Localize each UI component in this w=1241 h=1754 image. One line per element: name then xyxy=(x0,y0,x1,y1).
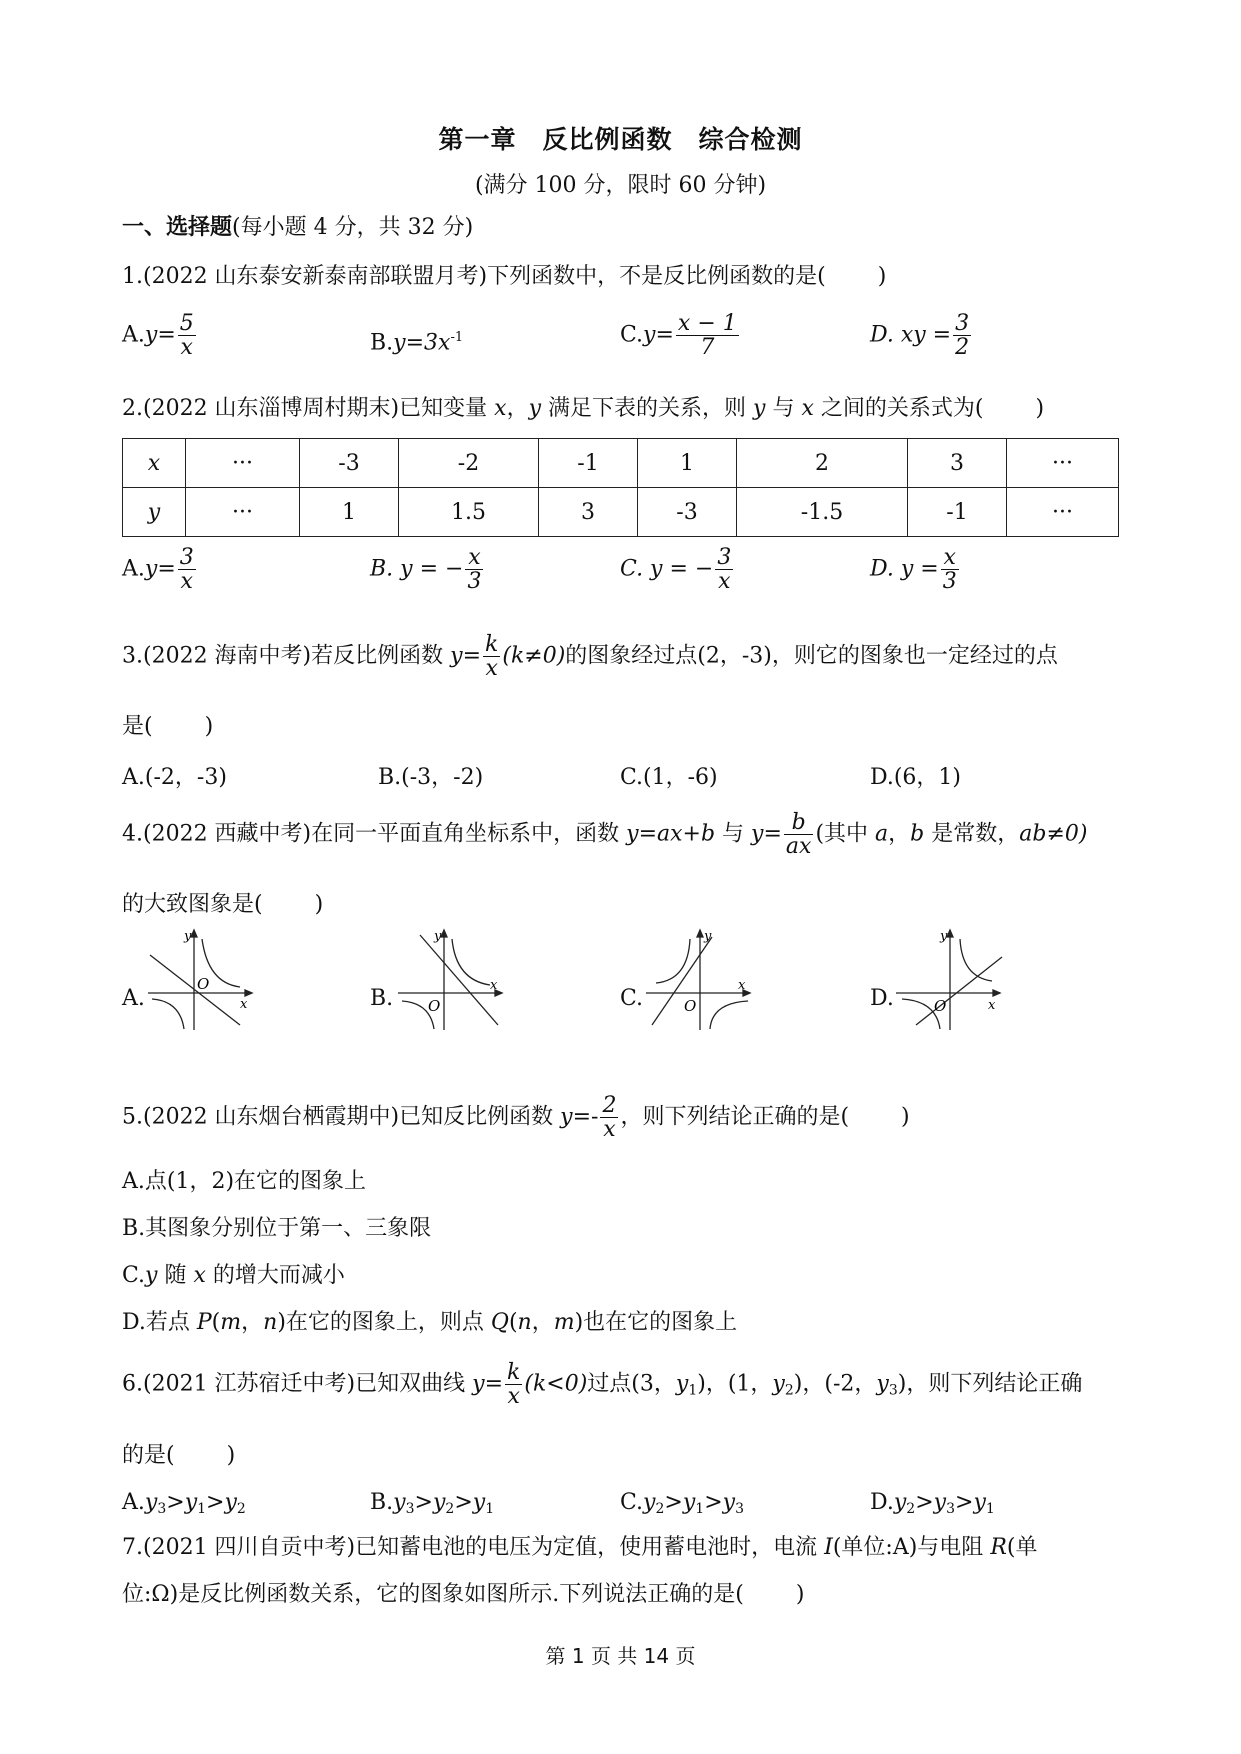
text: ， xyxy=(506,396,529,421)
section-note: (每小题 4 分，共 32 分) xyxy=(232,215,474,240)
denominator: 3 xyxy=(467,569,482,595)
question-5-option-a: A.点(1，2)在它的图象上 xyxy=(122,1169,367,1194)
denominator: x xyxy=(485,656,498,682)
table-row xyxy=(123,488,1119,537)
gt: > xyxy=(454,1490,473,1515)
var-n: n xyxy=(517,1310,532,1335)
gt: > xyxy=(166,1490,185,1515)
var-m: m xyxy=(553,1310,575,1335)
subscript: 2 xyxy=(906,1501,916,1517)
table-cell: 1.5 xyxy=(399,488,539,537)
numerator: 5 xyxy=(179,311,194,336)
question-2-option-c xyxy=(620,546,735,593)
gt: > xyxy=(414,1490,433,1515)
axis-x-label: x xyxy=(490,978,498,993)
text: 与 xyxy=(715,821,752,847)
table-cell: 3 xyxy=(908,439,1007,488)
question-1-option-d xyxy=(870,312,973,359)
option-label: B. xyxy=(370,330,394,356)
question-1-stem xyxy=(122,262,886,292)
question-3-stem xyxy=(122,633,1058,680)
section-heading xyxy=(122,210,473,241)
xy-table xyxy=(122,438,1119,537)
denominator: x xyxy=(718,569,731,595)
subscript: 1 xyxy=(695,1501,705,1517)
var-r: R xyxy=(990,1535,1007,1560)
text: ) xyxy=(901,1104,910,1130)
table-cell: -1 xyxy=(908,488,1007,537)
text: ， xyxy=(531,1310,554,1335)
axis-x-label: x xyxy=(240,997,248,1012)
option-label: D xyxy=(870,322,887,348)
var-y: y xyxy=(144,1490,158,1515)
denominator: x xyxy=(180,335,193,361)
question-3-option-b: B.(-3，-2) xyxy=(378,765,484,790)
question-2-stem xyxy=(122,394,1044,424)
numerator: 2 xyxy=(602,1093,617,1118)
question-1-option-a xyxy=(122,312,198,359)
var-y: y xyxy=(393,1490,406,1515)
text: )也在它的图象上 xyxy=(574,1310,738,1335)
page-title: 第一章 反比例函数 综合检测 xyxy=(438,125,803,154)
fraction xyxy=(953,312,971,359)
denominator: ax xyxy=(785,834,812,860)
table-cell: ··· xyxy=(186,439,300,488)
question-2-option-b xyxy=(370,546,485,593)
text: ( xyxy=(211,1310,221,1335)
subscript: 3 xyxy=(946,1501,956,1517)
question-3-option-a: A.(-2，-3) xyxy=(122,765,227,790)
numerator: 3 xyxy=(955,311,970,336)
denominator: x xyxy=(603,1117,616,1143)
text: 7.(2021 四川自贡中考)已知蓄电池的电压为定值，使用蓄电池时，电流 xyxy=(122,1535,825,1560)
option-label: A. xyxy=(122,556,145,582)
fraction xyxy=(465,546,483,593)
denominator: 7 xyxy=(700,335,715,361)
denominator: x xyxy=(180,569,193,595)
table-cell: ··· xyxy=(1007,488,1119,537)
numerator: 3 xyxy=(717,545,732,570)
text: 位:Ω)是反比例函数关系，它的图象如图所示.下列说法正确的是( xyxy=(122,1582,744,1607)
var-y: y xyxy=(184,1490,198,1515)
table-cell: ··· xyxy=(186,488,300,537)
text: ) xyxy=(226,1443,236,1468)
var-y: y xyxy=(450,643,463,669)
var-y: y xyxy=(753,396,766,421)
text: 随 xyxy=(157,1263,194,1288)
subscript: 2 xyxy=(784,1382,794,1399)
var-y: y xyxy=(751,821,764,847)
origin-label: O xyxy=(197,975,210,993)
text: =- xyxy=(572,1104,599,1130)
fraction xyxy=(483,633,500,680)
text: ) xyxy=(795,1582,805,1607)
graph-c xyxy=(638,925,758,1035)
option-label: C. xyxy=(620,1490,644,1515)
option-text: . y = − xyxy=(636,556,714,582)
subscript: 3 xyxy=(888,1382,898,1399)
var-y: y xyxy=(145,1263,158,1288)
table-cell xyxy=(123,439,186,488)
question-3-option-c: C.(1，-6) xyxy=(620,765,718,790)
var-y: y xyxy=(933,1490,947,1515)
gt: > xyxy=(955,1490,974,1515)
option-label: A. xyxy=(122,322,145,348)
text: = xyxy=(462,643,482,669)
option-text: . xy = xyxy=(886,322,952,348)
graph-label-c: C. xyxy=(620,986,644,1011)
text: 的大致图象是( xyxy=(122,892,263,917)
question-1-close: ) xyxy=(877,264,887,289)
cell-text: y xyxy=(147,499,161,525)
option-label: B xyxy=(370,556,387,582)
question-7-line1 xyxy=(122,1533,1037,1563)
question-6-option-d xyxy=(870,1490,995,1517)
var-x: x xyxy=(801,396,814,421)
gt: > xyxy=(664,1490,683,1515)
numerator: 3 xyxy=(179,545,194,570)
text: ， xyxy=(241,1310,264,1335)
var-y: y xyxy=(560,1104,573,1130)
origin-label: O xyxy=(934,997,947,1015)
option-label: C. xyxy=(620,322,644,348)
origin-label: O xyxy=(428,997,441,1015)
text: )，(-2， xyxy=(793,1371,877,1397)
var-y: y xyxy=(893,1490,907,1515)
text: ， xyxy=(888,821,911,847)
var-y: y xyxy=(973,1490,986,1515)
axis-x-label: x xyxy=(988,998,996,1013)
denominator: 2 xyxy=(955,335,970,361)
var-y: y xyxy=(643,1490,656,1515)
text: ) xyxy=(1035,396,1045,421)
denominator: x xyxy=(507,1384,520,1410)
axis-y-label: y xyxy=(184,929,192,944)
option-label: A. xyxy=(122,1490,145,1515)
option-label: C xyxy=(620,556,637,582)
var-i: I xyxy=(824,1535,833,1560)
question-5-option-b: B.其图象分别位于第一、三象限 xyxy=(122,1216,432,1241)
subscript: 1 xyxy=(688,1382,698,1399)
text: )，(1， xyxy=(697,1371,773,1397)
option-text: . y = − xyxy=(386,556,464,582)
subscript: 2 xyxy=(655,1501,665,1517)
numerator: k xyxy=(485,632,499,657)
table-cell: -3 xyxy=(300,439,399,488)
section-title: 一、选择题 xyxy=(122,215,233,240)
text: ) xyxy=(314,892,324,917)
var-b: b xyxy=(910,821,925,847)
option-var: y xyxy=(643,322,656,348)
var-p: P xyxy=(196,1310,212,1335)
table-cell: -3 xyxy=(638,488,737,537)
text: 是常数， xyxy=(924,821,1020,847)
var-y: y xyxy=(528,396,542,421)
text: 过点(3， xyxy=(587,1371,676,1397)
var-y: y xyxy=(432,1490,446,1515)
subscript: 1 xyxy=(197,1501,207,1517)
page-footer: 第 1 页 共 14 页 xyxy=(545,1644,696,1668)
subscript: 1 xyxy=(485,1501,495,1517)
var-y: y xyxy=(876,1371,889,1397)
text: ，则下列结论正确的是( xyxy=(620,1104,850,1130)
var-m: m xyxy=(220,1310,242,1335)
var-x: x xyxy=(193,1263,206,1288)
text: C. xyxy=(122,1263,146,1288)
table-cell: ··· xyxy=(1007,439,1119,488)
subscript: 3 xyxy=(405,1501,415,1517)
question-1-text: 1.(2022 山东泰安新泰南部联盟月考)下列函数中，不是反比例函数的是( xyxy=(122,264,826,289)
gt: > xyxy=(915,1490,934,1515)
table-cell: -2 xyxy=(399,439,539,488)
text: = xyxy=(763,821,782,847)
numerator: x xyxy=(941,546,959,570)
graph-label-b: B. xyxy=(370,986,394,1011)
text: D.若点 xyxy=(122,1310,197,1335)
text: 4.(2022 西藏中考)在同一平面直角坐标系中，函数 xyxy=(122,821,627,847)
subscript: 3 xyxy=(157,1501,167,1517)
subscript: 1 xyxy=(985,1501,995,1517)
question-6-line2 xyxy=(122,1441,235,1471)
table-cell: 1 xyxy=(638,439,737,488)
axis-y-label: y xyxy=(940,929,948,944)
text: 5.(2022 山东烟台栖霞期中)已知反比例函数 xyxy=(122,1104,561,1130)
option-eq: = xyxy=(655,322,674,348)
text: 3.(2022 海南中考)若反比例函数 xyxy=(122,643,451,669)
axis-y-label: y xyxy=(704,929,712,944)
graph-d xyxy=(888,925,1008,1035)
table-cell xyxy=(123,488,186,537)
fraction xyxy=(676,312,739,359)
var-y: y xyxy=(472,1490,486,1515)
question-2-option-d xyxy=(870,546,961,593)
var-q: Q xyxy=(490,1310,509,1335)
origin-label: O xyxy=(684,997,697,1015)
question-6-option-a xyxy=(122,1490,246,1517)
text: )，则下列结论正确 xyxy=(897,1371,1083,1397)
var-a: a xyxy=(875,821,889,847)
text: 6.(2021 江苏宿迁中考)已知双曲线 xyxy=(122,1371,473,1397)
subscript: 2 xyxy=(445,1501,455,1517)
graph-label-a: A. xyxy=(122,986,145,1011)
gt: > xyxy=(206,1490,225,1515)
option-eq: = xyxy=(157,322,176,348)
var-y: y xyxy=(682,1490,696,1515)
numerator: x − 1 xyxy=(677,311,737,336)
graph-a xyxy=(140,925,260,1035)
question-6-stem xyxy=(122,1361,1082,1408)
question-4-line2 xyxy=(122,890,323,920)
option-label: B. xyxy=(370,1490,394,1515)
axis-x-label: x xyxy=(738,978,746,993)
table-cell: 3 xyxy=(539,488,638,537)
text: 的增大而减小 xyxy=(205,1263,345,1288)
table-cell: -1 xyxy=(539,439,638,488)
question-4-stem xyxy=(122,811,1087,858)
option-label: D xyxy=(870,556,887,582)
question-3-option-d: D.(6，1) xyxy=(870,765,962,790)
numerator: k xyxy=(507,1360,521,1385)
fraction xyxy=(178,312,196,359)
numerator: x xyxy=(465,546,483,570)
text: ( xyxy=(508,1310,518,1335)
var-x: x xyxy=(494,396,507,421)
text: ) xyxy=(204,714,214,739)
axis-y-label: y xyxy=(434,929,442,944)
graph-b xyxy=(390,925,510,1035)
text: 之间的关系式为( xyxy=(813,396,984,421)
text: 2.(2022 山东淄博周村期末)已知变量 xyxy=(122,396,495,421)
subscript: 3 xyxy=(735,1501,744,1517)
var-y: y xyxy=(675,1371,689,1397)
fraction xyxy=(941,546,959,593)
text: 是( xyxy=(122,714,153,739)
text: )在它的图象上，则点 xyxy=(277,1310,491,1335)
var-y: y xyxy=(722,1490,736,1515)
table-cell: 1 xyxy=(300,488,399,537)
question-5-option-d xyxy=(122,1305,737,1336)
option-sup: -1 xyxy=(450,330,464,345)
table-cell: -1.5 xyxy=(737,488,908,537)
fraction xyxy=(600,1094,618,1141)
question-7-line2 xyxy=(122,1580,804,1610)
var-y: y xyxy=(472,1371,485,1397)
text: 与 xyxy=(765,396,802,421)
option-label: D. xyxy=(870,1490,894,1515)
condition: (k≠0) xyxy=(502,643,566,669)
condition: ab≠0) xyxy=(1019,821,1088,847)
option-text: y=3x xyxy=(393,330,451,356)
option-text: . y = xyxy=(886,556,939,582)
text: = xyxy=(484,1371,504,1397)
question-5-stem xyxy=(122,1094,910,1141)
text: (其中 xyxy=(815,821,876,847)
var-n: n xyxy=(263,1310,278,1335)
page-subtitle: (满分 100 分，限时 60 分钟) xyxy=(474,173,767,198)
question-5-option-c xyxy=(122,1258,345,1289)
graph-label-d: D. xyxy=(870,986,894,1011)
option-var: y xyxy=(144,556,158,582)
option-eq: = xyxy=(157,556,176,582)
denominator: 3 xyxy=(942,569,957,595)
gt: > xyxy=(704,1490,723,1515)
fraction xyxy=(505,1361,522,1408)
text: (单 xyxy=(1006,1535,1038,1560)
var-y: y xyxy=(772,1371,785,1397)
formula: y=ax+b xyxy=(626,821,716,847)
numerator: b xyxy=(784,811,814,835)
var-y: y xyxy=(224,1490,237,1515)
text: (单位:A)与电阻 xyxy=(832,1535,991,1560)
table-cell: 2 xyxy=(737,439,908,488)
subscript: 2 xyxy=(236,1501,246,1517)
table-row xyxy=(123,439,1119,488)
condition: (k<0) xyxy=(524,1371,588,1397)
text: 的图象经过点(2，-3)，则它的图象也一定经过的点 xyxy=(565,643,1058,669)
text: 的是( xyxy=(122,1443,175,1468)
option-var: y xyxy=(144,322,158,348)
question-6-option-c xyxy=(620,1490,744,1517)
question-2-option-a xyxy=(122,546,198,593)
cell-text: x xyxy=(147,450,161,476)
question-1-option-c xyxy=(620,312,741,359)
fraction xyxy=(178,546,196,593)
fraction xyxy=(784,811,814,858)
question-6-option-b xyxy=(370,1490,494,1517)
fraction xyxy=(715,546,733,593)
text: 满足下表的关系，则 xyxy=(541,396,754,421)
question-3-line2 xyxy=(122,712,213,742)
question-1-option-b xyxy=(370,330,463,355)
